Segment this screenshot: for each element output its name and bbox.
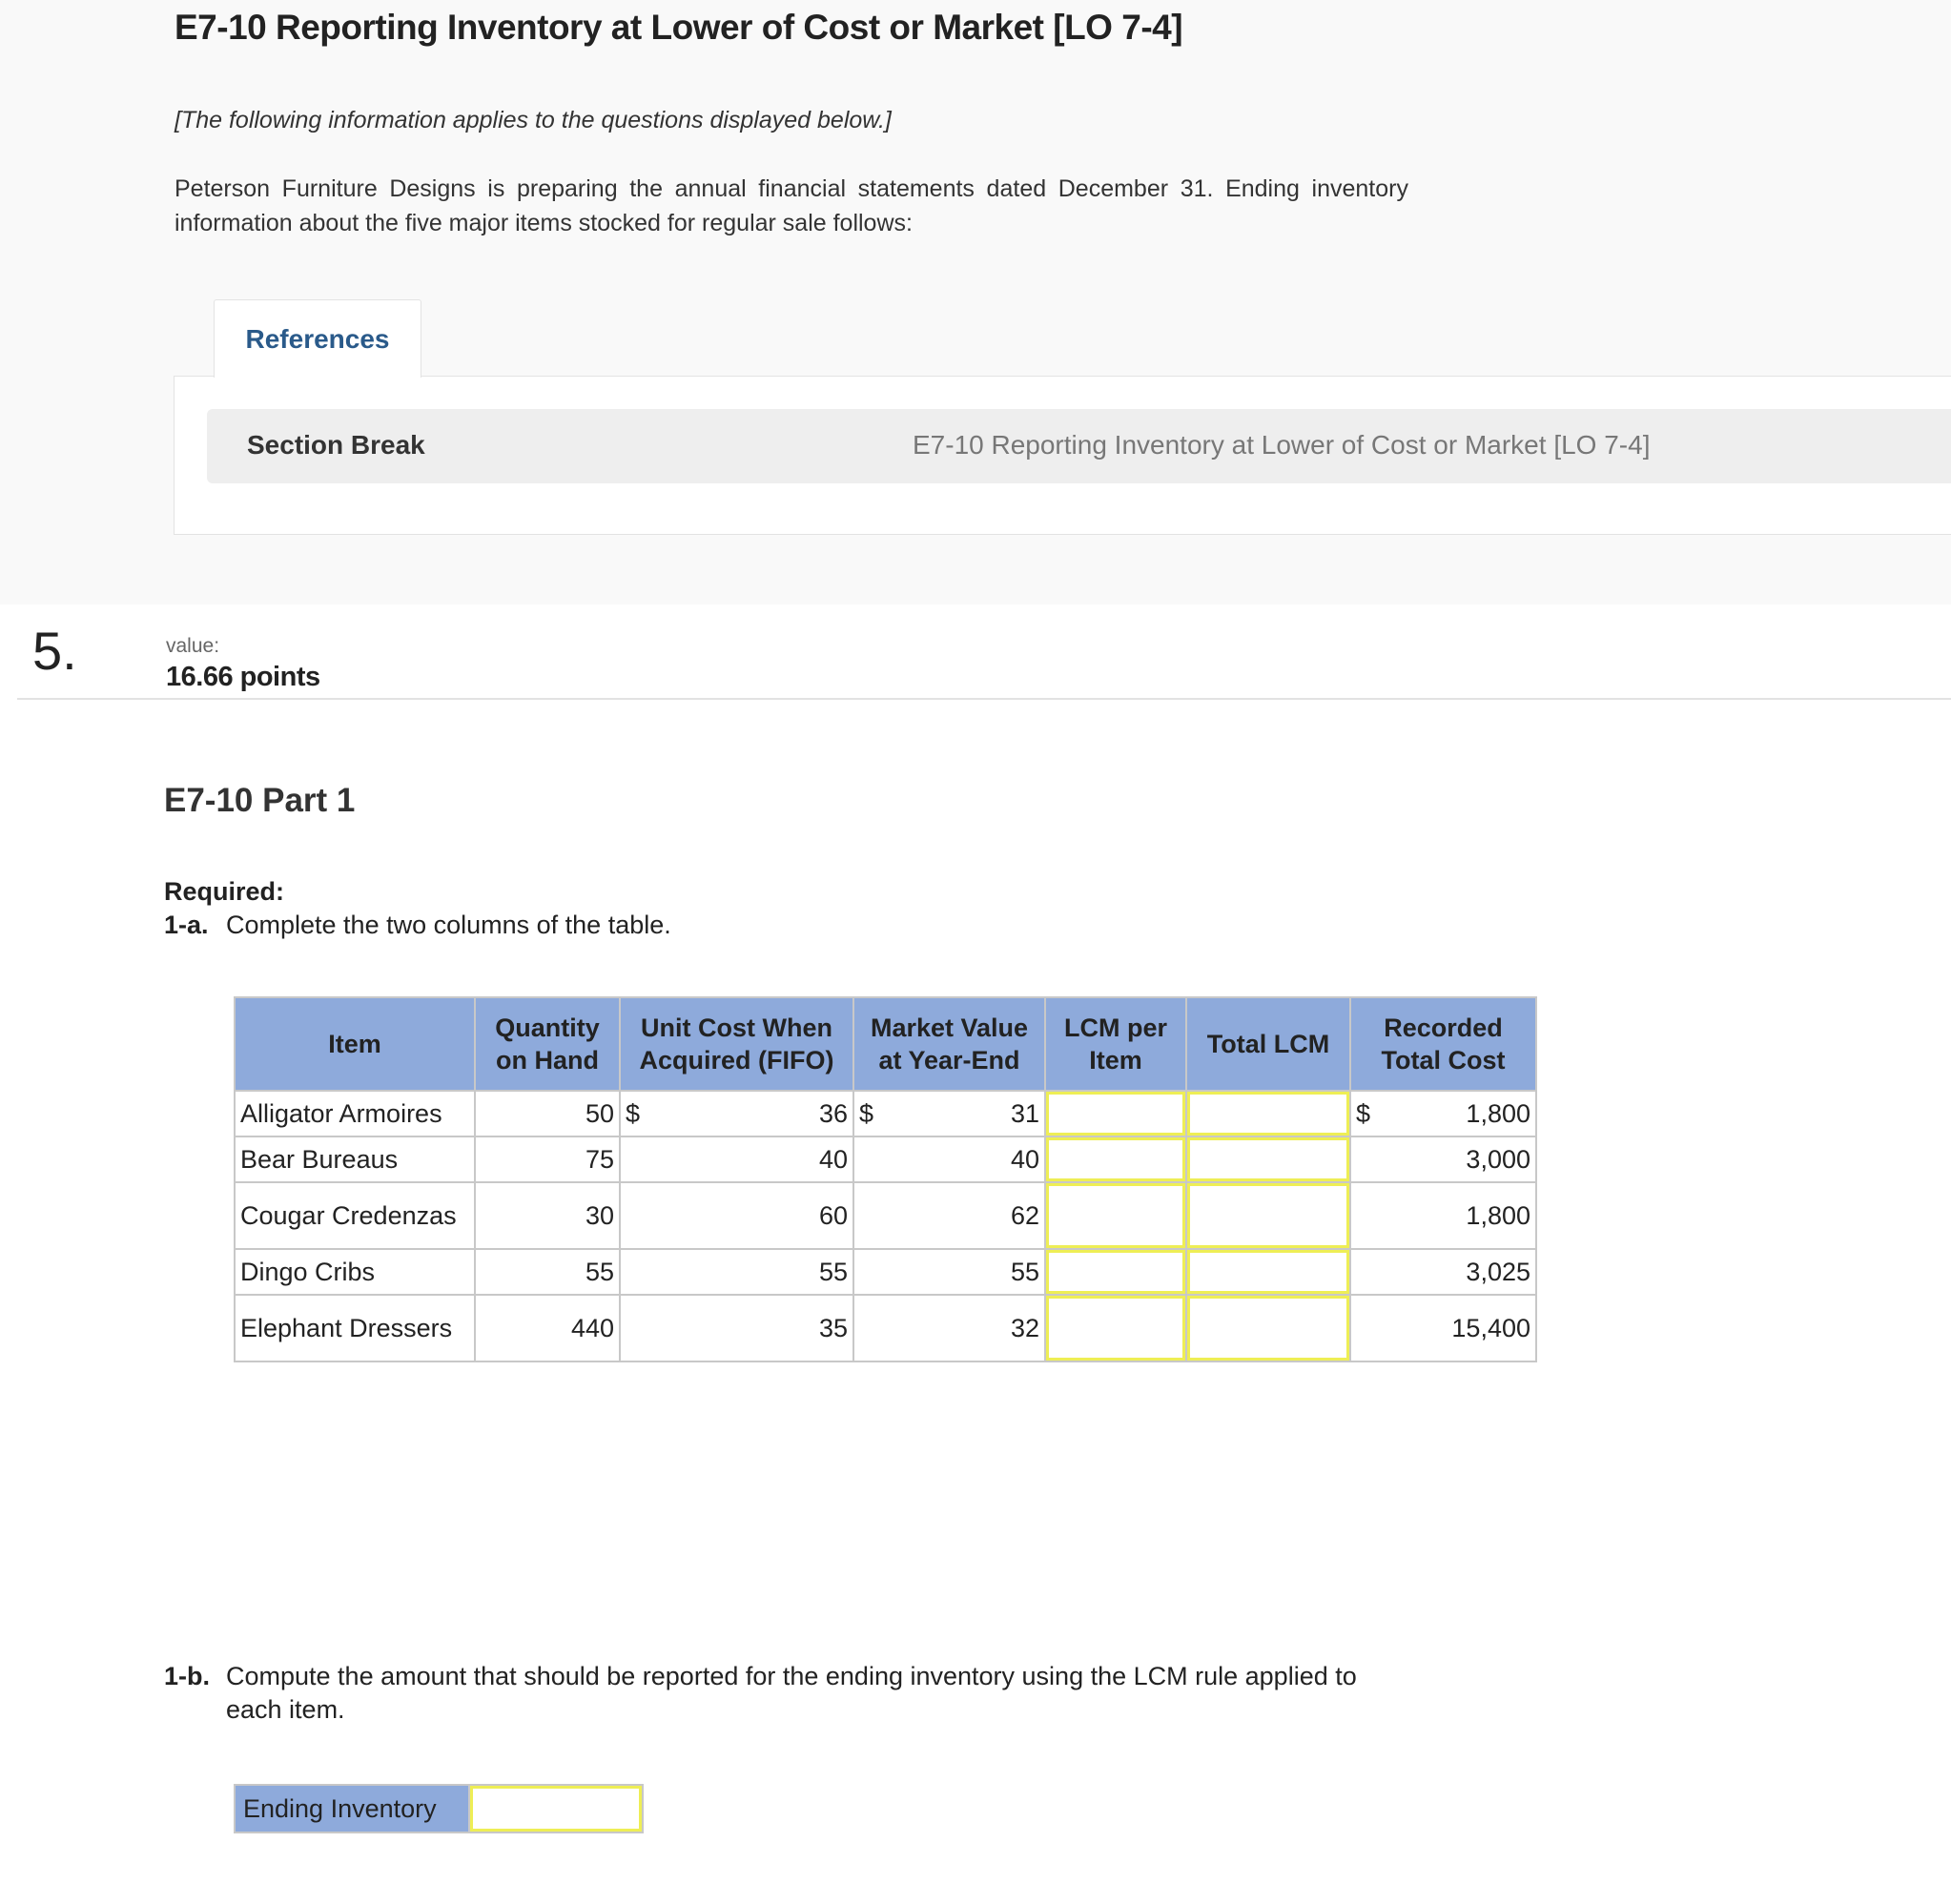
item-name: Bear Bureaus [235,1136,475,1182]
quantity-cell: 50 [475,1091,620,1136]
item-name: Alligator Armoires [235,1091,475,1136]
header-total-lcm: Total LCM [1186,997,1350,1091]
item-name: Dingo Cribs [235,1249,475,1295]
divider [17,698,1951,700]
header-recorded-total-cost: Recorded Total Cost [1350,997,1536,1091]
market-value: 31 [1010,1099,1039,1128]
part-title: E7-10 Part 1 [164,782,356,819]
page-title: E7-10 Reporting Inventory at Lower of Cost or Market [LO 7-4] [175,8,1183,47]
question-1a-label: 1-a. [164,911,209,939]
total-lcm-input[interactable] [1187,1092,1349,1136]
item-name: Cougar Credenzas [235,1182,475,1249]
references-panel [174,376,1951,535]
recorded-cost-cell: 15,400 [1350,1295,1536,1361]
recorded-cost-cell: 3,000 [1350,1136,1536,1182]
recorded-cost-value: 1,800 [1466,1099,1530,1128]
lcm-per-item-input[interactable] [1046,1092,1185,1136]
lcm-per-item-input[interactable] [1046,1137,1185,1181]
unit-cost-cell: 40 [620,1136,853,1182]
ending-inventory-cell [469,1785,643,1832]
lcm-per-item-cell [1045,1249,1186,1295]
quantity-cell: 30 [475,1182,620,1249]
ending-inventory-table [234,1784,644,1833]
header-lcm-per-item: LCM per Item [1045,997,1186,1091]
market-value-cell [853,1091,1045,1136]
ending-inventory-input[interactable] [470,1786,642,1832]
lcm-per-item-cell [1045,1136,1186,1182]
lcm-per-item-cell [1045,1295,1186,1361]
market-value-cell: 62 [853,1182,1045,1249]
total-lcm-input[interactable] [1187,1296,1349,1361]
total-lcm-input[interactable] [1187,1137,1349,1181]
total-lcm-input[interactable] [1187,1250,1349,1294]
question-1b-text: Compute the amount that should be reported for the ending inventory using the LCM rule applied to each item. [226,1662,1357,1724]
quantity-cell: 55 [475,1249,620,1295]
ending-inventory-row [235,1785,643,1832]
total-lcm-cell [1186,1091,1350,1136]
references-tab[interactable]: References [214,299,421,378]
inventory-table [234,996,1537,1362]
currency-symbol: $ [1356,1099,1371,1128]
section-break-bar[interactable] [207,409,1951,483]
market-value-cell: 55 [853,1249,1045,1295]
lcm-per-item-cell [1045,1091,1186,1136]
unit-cost-cell: 55 [620,1249,853,1295]
market-value-cell: 40 [853,1136,1045,1182]
unit-cost-value: 36 [818,1099,848,1128]
header-market-value: Market Value at Year-End [853,997,1045,1091]
table-row [235,1182,1536,1249]
lcm-per-item-input[interactable] [1046,1183,1185,1248]
required-label: Required: [164,877,285,906]
quantity-cell: 440 [475,1295,620,1361]
question-1a-text: Complete the two columns of the table. [226,911,671,939]
market-value-cell: 32 [853,1295,1045,1361]
header-item: Item [235,997,475,1091]
recorded-cost-cell: 3,025 [1350,1249,1536,1295]
total-lcm-cell [1186,1249,1350,1295]
section-break-title: E7-10 Reporting Inventory at Lower of Cost or Market [LO 7-4] [913,430,1651,460]
table-header-row [235,997,1536,1091]
points-value: 16.66 points [166,662,320,692]
section-break-label: Section Break [247,430,425,460]
header-quantity: Quantity on Hand [475,997,620,1091]
unit-cost-cell: 35 [620,1295,853,1361]
unit-cost-cell [620,1091,853,1136]
currency-symbol: $ [859,1099,874,1128]
table-row [235,1249,1536,1295]
recorded-cost-cell: 1,800 [1350,1182,1536,1249]
value-label: value: [166,635,220,657]
total-lcm-cell [1186,1136,1350,1182]
lcm-per-item-input[interactable] [1046,1250,1185,1294]
header-unit-cost: Unit Cost When Acquired (FIFO) [620,997,853,1091]
question-1a [164,911,671,940]
intro-text: Peterson Furniture Designs is preparing the annual financial statements dated December 31. Ending inventory information about the five major items stocked for regular sale follows: [175,175,1408,236]
table-row [235,1091,1536,1136]
intro-panel [0,0,1951,604]
currency-symbol: $ [626,1099,641,1128]
recorded-cost-cell [1350,1091,1536,1136]
question-number: 5. [32,621,77,681]
lcm-per-item-cell [1045,1182,1186,1249]
table-row [235,1136,1536,1182]
question-1b-label: 1-b. [164,1662,211,1690]
question-1b [164,1660,1404,1727]
total-lcm-cell [1186,1295,1350,1361]
item-name: Elephant Dressers [235,1295,475,1361]
total-lcm-cell [1186,1182,1350,1249]
intro-note: [The following information applies to the questions displayed below.] [175,107,892,133]
unit-cost-cell: 60 [620,1182,853,1249]
table-row [235,1295,1536,1361]
quantity-cell: 75 [475,1136,620,1182]
lcm-per-item-input[interactable] [1046,1296,1185,1361]
ending-inventory-label: Ending Inventory [235,1785,469,1832]
total-lcm-input[interactable] [1187,1183,1349,1248]
